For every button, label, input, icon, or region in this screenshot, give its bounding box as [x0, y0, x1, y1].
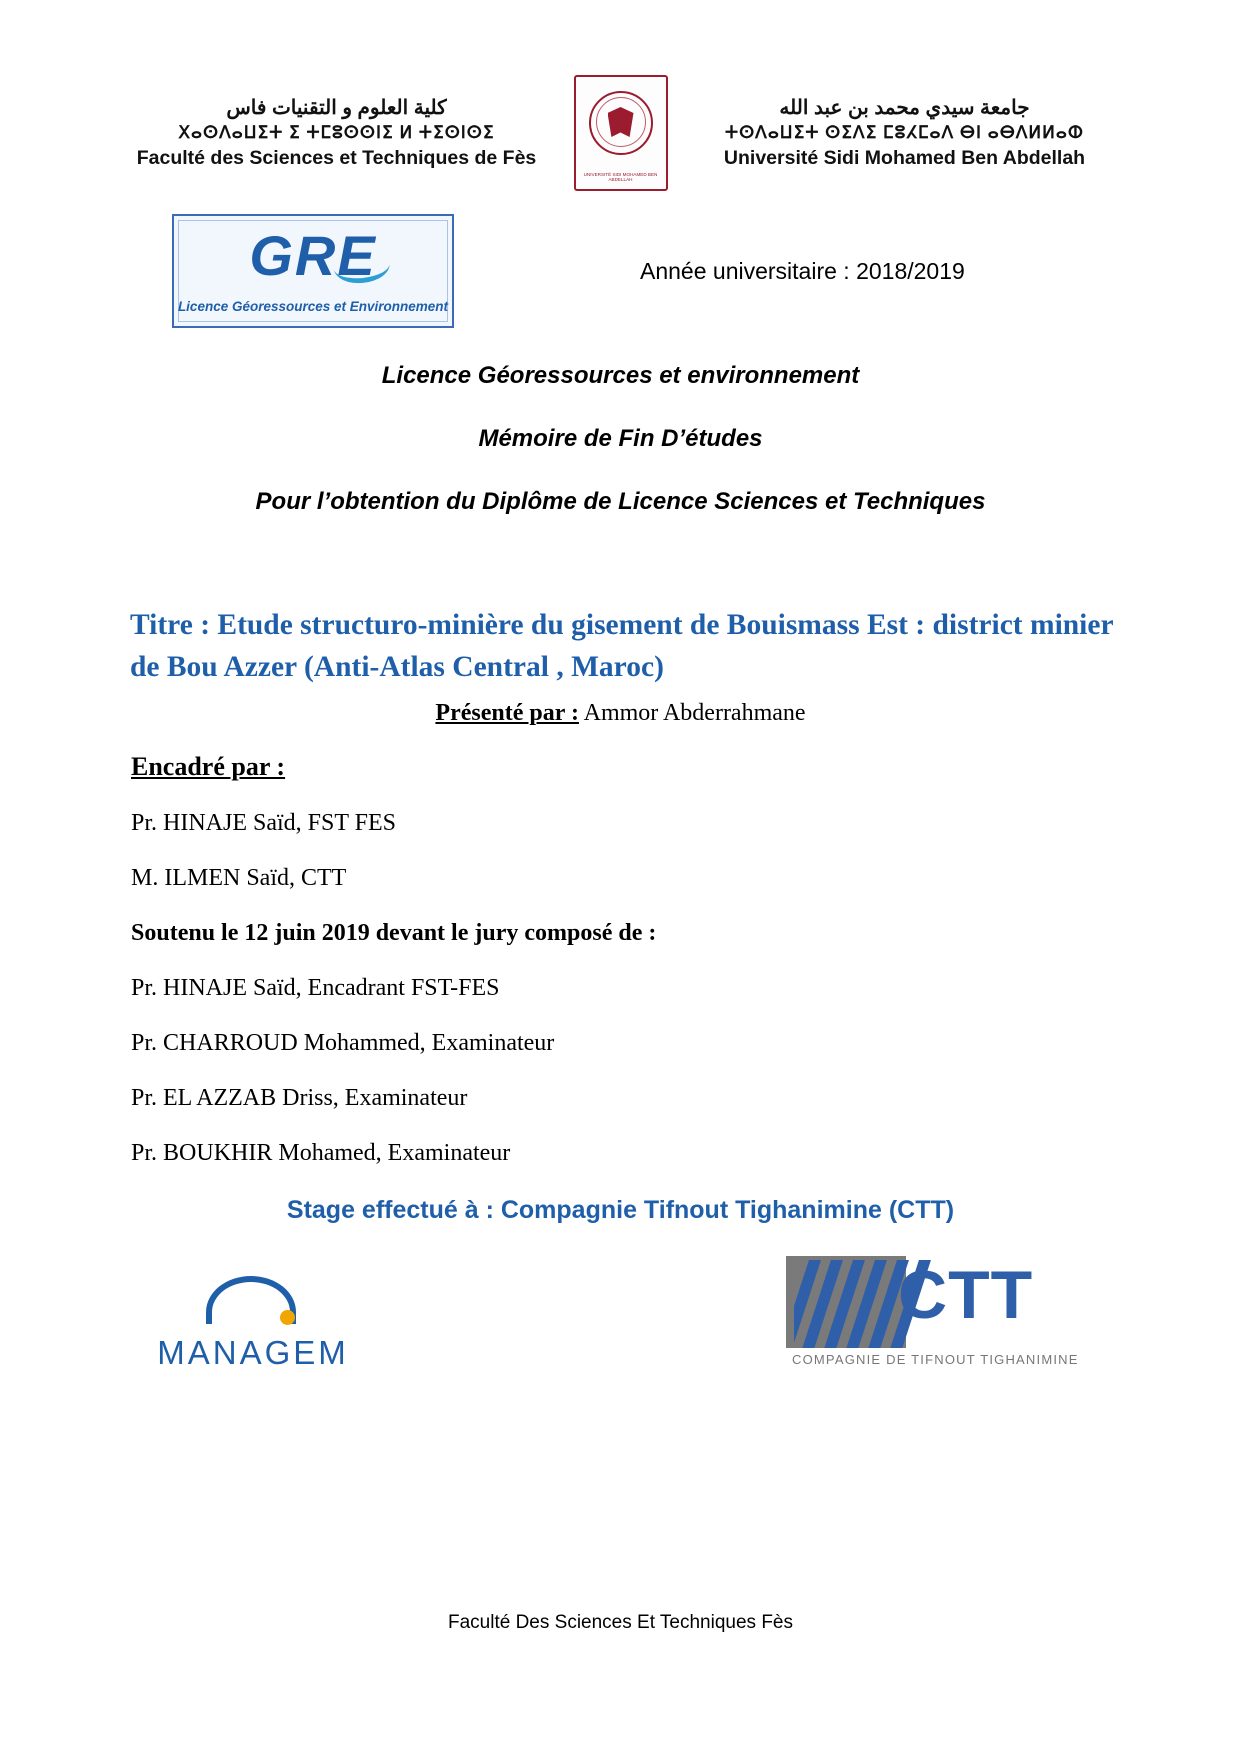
faculty-french-name: Faculté des Sciences et Techniques de Fès [136, 146, 537, 169]
institution-header [0, 78, 1241, 188]
thesis-title: Titre : Etude structuro-minière du gisement de Bouismass Est : district minier de Bou Azzer (Anti-Atlas Central , Maroc) [130, 609, 1114, 683]
degree-line-3: Pour l’obtention du Diplôme de Licence Sciences et Techniques [255, 488, 986, 515]
managem-dot-icon [280, 1310, 295, 1325]
ctt-logo [786, 1256, 1086, 1376]
supervisor-2: M. ILMEN Saïd, CTT [131, 865, 347, 891]
internship-line: Stage effectué à : Compagnie Tifnout Tighanimine (CTT) [286, 1196, 955, 1224]
ctt-letters: CTT [898, 1257, 1034, 1333]
university-arabic-name: جامعة سيدي محمد بن عبد الله [779, 96, 1030, 119]
gre-logo-subtitle: Licence Géoressources et Environnement [177, 299, 449, 314]
presented-by-value: Ammor Abderrahmane [583, 700, 806, 726]
presented-by [0, 700, 1241, 727]
university-seal-icon [574, 75, 668, 191]
jury-member-1: Pr. HINAJE Saïd, Encadrant FST-FES [131, 975, 500, 1001]
degree-line-2: Mémoire de Fin D’études [478, 425, 763, 452]
gre-logo-text: GRE [249, 224, 377, 287]
seal-crest [608, 107, 634, 137]
university-header [690, 95, 1120, 171]
supervision-heading: Encadré par : [131, 752, 286, 781]
jury-member-2: Pr. CHARROUD Mohammed, Examinateur [131, 1030, 555, 1056]
supervision-block [131, 752, 1131, 1195]
jury-member-4: Pr. BOUKHIR Mohamed, Examinateur [131, 1140, 511, 1166]
faculty-header [122, 95, 552, 171]
supervisor-1: Pr. HINAJE Saïd, FST FES [131, 810, 396, 836]
managem-wordmark: MANAGEM [157, 1334, 349, 1371]
managem-logo [128, 1272, 378, 1382]
ctt-caption: COMPAGNIE DE TIFNOUT TIGHANIMINE [792, 1352, 1079, 1367]
degree-block [0, 362, 1241, 551]
gre-logo [172, 214, 454, 328]
university-french-name: Université Sidi Mohamed Ben Abdellah [723, 146, 1086, 169]
faculty-arabic-name: كلية العلوم و التقنيات فاس [226, 96, 447, 119]
page-footer: Faculté Des Sciences Et Techniques Fès [448, 1612, 793, 1633]
jury-member-3: Pr. EL AZZAB Driss, Examinateur [131, 1085, 468, 1111]
defense-line: Soutenu le 12 juin 2019 devant le jury composé de : [131, 920, 657, 946]
degree-line-1: Licence Géoressources et environnement [381, 362, 860, 389]
faculty-tifinagh-name: ⵝⴰⵙⴷⴰⵡⵉⵜ ⵉ ⵜⵎⵓⵙⵙⵏⵉ ⵍ ⵜⵉⵙⵏⵙⵉ [178, 122, 495, 142]
university-tifinagh-name: ⵜⵙⴷⴰⵡⵉⵜ ⵙⵉⴷⵉ ⵎⵓⵃⵎⴰⴷ ⴱⵏ ⴰⴱⴷⵍⵍⴰⵀ [725, 122, 1084, 142]
seal-caption: UNIVERSITÉ SIDI MOHAMED BEN ABDELLAH [583, 171, 658, 183]
academic-year: Année universitaire : 2018/2019 [640, 258, 965, 284]
presented-by-label: Présenté par : [435, 700, 579, 726]
